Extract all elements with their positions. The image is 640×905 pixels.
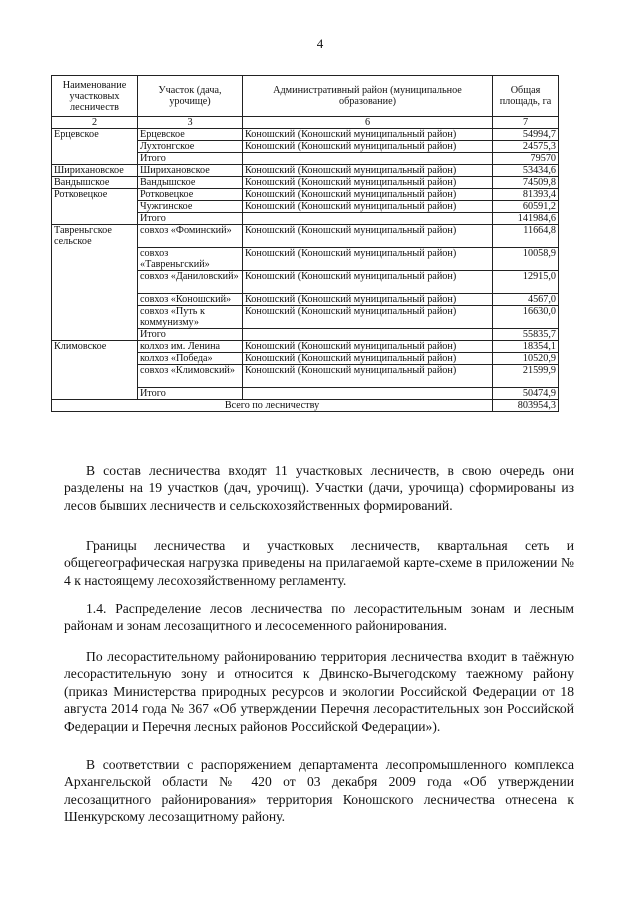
plot-name: Ротковецкое (138, 189, 243, 201)
plot-name: Чужгинское (138, 201, 243, 213)
forestry-name: Ерцевское (52, 129, 138, 165)
plot-name: Итого (138, 153, 243, 165)
plot-name: Итого (138, 329, 243, 341)
paragraph-protection-zoning (64, 756, 574, 826)
header-forestry: Наименование участковых лесничеств (52, 76, 138, 117)
district-name (243, 388, 493, 400)
district-name: Коношский (Коношский муниципальный район) (243, 248, 493, 271)
plot-name: Итого (138, 388, 243, 400)
district-name: Коношский (Коношский муниципальный район) (243, 225, 493, 248)
plot-name: совхоз «Коношский» (138, 294, 243, 306)
district-name: Коношский (Коношский муниципальный район) (243, 129, 493, 141)
plot-name: совхоз «Климовский» (138, 365, 243, 388)
plot-name: совхоз «Даниловский» (138, 271, 243, 294)
column-number: 2 (52, 117, 138, 129)
area-value: 12915,0 (493, 271, 559, 294)
district-name: Коношский (Коношский муниципальный район) (243, 165, 493, 177)
column-number: 6 (243, 117, 493, 129)
paragraph-composition (64, 462, 574, 514)
area-value: 55835,7 (493, 329, 559, 341)
header-area: Общая площадь, га (493, 76, 559, 117)
plot-name: колхоз «Победа» (138, 353, 243, 365)
district-name: Коношский (Коношский муниципальный район) (243, 294, 493, 306)
column-number: 3 (138, 117, 243, 129)
forestry-area-table (51, 75, 559, 412)
grand-total-row (52, 400, 559, 412)
forestry-name: Вандышское (52, 177, 138, 189)
grand-total-label: Всего по лесничеству (52, 400, 493, 412)
area-value: 18354,1 (493, 341, 559, 353)
area-value: 53434,6 (493, 165, 559, 177)
area-value: 141984,6 (493, 213, 559, 225)
district-name: Коношский (Коношский муниципальный район) (243, 201, 493, 213)
table-row (52, 225, 559, 248)
header-district: Административный район (муниципальное образование) (243, 76, 493, 117)
district-name (243, 329, 493, 341)
forestry-name: Ширихановское (52, 165, 138, 177)
paragraph-boundaries (64, 537, 574, 589)
district-name: Коношский (Коношский муниципальный район) (243, 306, 493, 329)
plot-name: Вандышское (138, 177, 243, 189)
paragraph-text: По лесорастительному районированию территория лесничества входит в таёжную лесорастительную зону и относится к Двинско-Вычегодскому таежному району (приказ Министерства природных ресурсов и экологии Российской Федерации от 18 августа 2014 года № 367 «Об утверждении Перечня лесорастительных зон Российской Федерации и Перечня лесных районов Российской Федерации»). (64, 649, 574, 734)
area-value: 54994,7 (493, 129, 559, 141)
forestry-name: Климовское (52, 341, 138, 400)
paragraph-zoning (64, 648, 574, 735)
column-number: 7 (493, 117, 559, 129)
grand-total-area: 803954,3 (493, 400, 559, 412)
district-name: Коношский (Коношский муниципальный район) (243, 177, 493, 189)
area-value: 74509,8 (493, 177, 559, 189)
page-number: 4 (316, 36, 324, 51)
paragraph-text: В соответствии с распоряжением департамента лесопромышленного комплекса Архангельской области № 420 от 03 декабря 2009 года «Об утверждении лесозащитного районирования» территория Коношского лесничества отнесена к Шенкурскому лесозащитному району. (64, 757, 574, 825)
area-value: 16630,0 (493, 306, 559, 329)
table-row (52, 129, 559, 141)
plot-name: совхоз «Путь к коммунизму» (138, 306, 243, 329)
paragraph-text: 1.4. Распределение лесов лесничества по лесорастительным зонам и лесным районам и зонам лесозащитного и лесосеменного районирования. (64, 601, 574, 634)
paragraph-text: Границы лесничества и участковых лесничеств, квартальная сеть и общегеографическая нагрузка приведены на прилагаемой карте-схеме в приложении № 4 к настоящему лесохозяйственному регламенту. (64, 538, 574, 588)
area-value: 79570 (493, 153, 559, 165)
district-name: Коношский (Коношский муниципальный район) (243, 353, 493, 365)
plot-name: совхоз «Тавреньгский» (138, 248, 243, 271)
forestry-name: Тавреньгское сельское (52, 225, 138, 341)
plot-name: Итого (138, 213, 243, 225)
table-row (52, 341, 559, 353)
section-heading-1-4 (64, 600, 574, 635)
district-name: Коношский (Коношский муниципальный район) (243, 271, 493, 294)
district-name: Коношский (Коношский муниципальный район) (243, 341, 493, 353)
plot-name: Ширихановское (138, 165, 243, 177)
header-plot: Участок (дача, урочище) (138, 76, 243, 117)
area-value: 21599,9 (493, 365, 559, 388)
area-value: 81393,4 (493, 189, 559, 201)
plot-name: Лухтонгское (138, 141, 243, 153)
district-name: Коношский (Коношский муниципальный район) (243, 189, 493, 201)
plot-name: совхоз «Фоминский» (138, 225, 243, 248)
area-value: 4567,0 (493, 294, 559, 306)
district-name (243, 213, 493, 225)
district-name (243, 153, 493, 165)
paragraph-text: В состав лесничества входят 11 участковых лесничеств, в свою очередь они разделены на 19 участков (дач, урочищ). Участки (дачи, урочища) сформированы из лесов бывших лесничеств и сельскохозяйственных формирований. (64, 463, 574, 513)
table-row (52, 165, 559, 177)
area-value: 10520,9 (493, 353, 559, 365)
district-name: Коношский (Коношский муниципальный район) (243, 365, 493, 388)
plot-name: Ерцевское (138, 129, 243, 141)
plot-name: колхоз им. Ленина (138, 341, 243, 353)
forestry-name: Ротковецкое (52, 189, 138, 225)
area-value: 24575,3 (493, 141, 559, 153)
area-value: 50474,9 (493, 388, 559, 400)
area-value: 11664,8 (493, 225, 559, 248)
district-name: Коношский (Коношский муниципальный район) (243, 141, 493, 153)
area-value: 10058,9 (493, 248, 559, 271)
area-value: 60591,2 (493, 201, 559, 213)
table-row (52, 177, 559, 189)
table-row (52, 189, 559, 201)
